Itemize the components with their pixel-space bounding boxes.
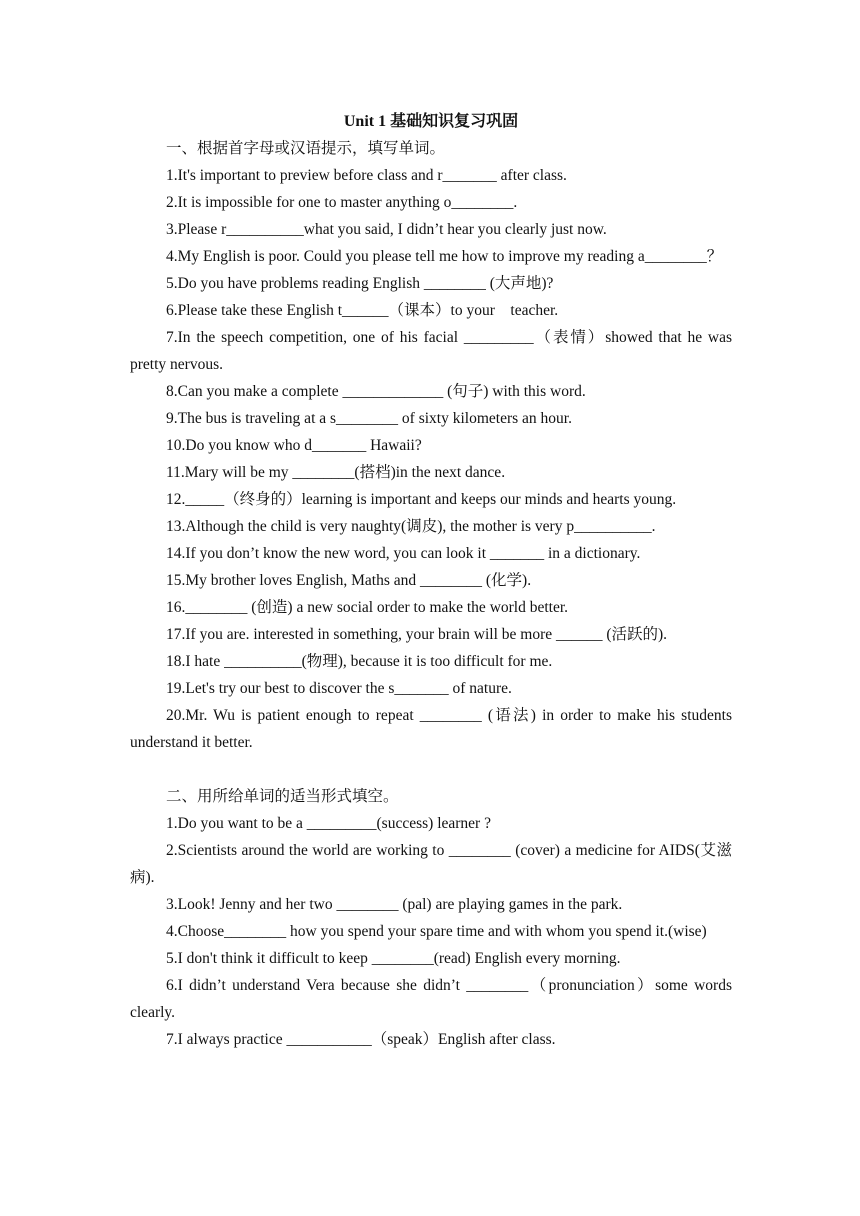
question-item: 6.Please take these English t______（课本）to your teacher. <box>166 302 559 319</box>
question-item: 16.________ (创造) a new social order to make the world better. <box>166 599 569 616</box>
question-item: 11.Mary will be my ________(搭档)in the next dance. <box>166 464 506 481</box>
question-item: 13.Although the child is very naughty(调皮), the mother is very p__________. <box>166 518 656 535</box>
section-spacer <box>130 756 732 783</box>
question-item: 9.The bus is traveling at a s________ of sixty kilometers an hour. <box>166 410 572 427</box>
question-item: 3.Look! Jenny and her two ________ (pal) are playing games in the park. <box>166 896 623 913</box>
question-item: 17.If you are. interested in something, your brain will be more ______ (活跃的). <box>166 626 668 643</box>
question-item: 1.Do you want to be a _________(success) learner ? <box>166 815 491 832</box>
question-item: 6.I didn’t understand Vera because she didn’t ________（pronunciation）some words clearly. <box>130 977 732 1021</box>
question-item: 1.It's important to preview before class and r_______ after class. <box>166 167 567 184</box>
question-item: 19.Let's try our best to discover the s_______ of nature. <box>166 680 512 697</box>
section-1-heading: 一、根据首字母或汉语提示，填写单词。 <box>166 140 446 157</box>
question-item: 7.In the speech competition, one of his facial _________（表情）showed that he was pretty nervous. <box>130 329 732 373</box>
question-item: 14.If you don’t know the new word, you can look it _______ in a dictionary. <box>166 545 641 562</box>
question-item: 2.Scientists around the world are working to ________ (cover) a medicine for AIDS(艾滋病). <box>130 842 732 886</box>
question-item: 12._____（终身的）learning is important and keeps our minds and hearts young. <box>166 491 677 508</box>
question-item: 7.I always practice ___________（speak）English after class. <box>166 1031 556 1048</box>
question-item: 5.Do you have problems reading English ________ (大声地)? <box>166 275 554 292</box>
question-item: 4.My English is poor. Could you please tell me how to improve my reading a________？ <box>166 248 723 265</box>
question-item: 10.Do you know who d_______ Hawaii? <box>166 437 422 454</box>
section-2-heading: 二、用所给单词的适当形式填空。 <box>166 788 399 805</box>
question-item: 18.I hate __________(物理), because it is too difficult for me. <box>166 653 553 670</box>
question-item: 8.Can you make a complete _____________ (句子) with this word. <box>166 383 586 400</box>
question-item: 20.Mr. Wu is patient enough to repeat ________ (语法) in order to make his students understand it better. <box>130 707 732 751</box>
document-page <box>130 108 732 1053</box>
section-2-list <box>130 810 732 1053</box>
question-item: 2.It is impossible for one to master anything o________. <box>166 194 518 211</box>
question-item: 5.I don't think it difficult to keep ________(read) English every morning. <box>166 950 621 967</box>
question-item: 3.Please r__________what you said, I didn’t hear you clearly just now. <box>166 221 607 238</box>
page-title: Unit 1 基础知识复习巩固 <box>343 113 519 130</box>
section-1-list <box>130 162 732 756</box>
question-item: 15.My brother loves English, Maths and ________ (化学). <box>166 572 532 589</box>
question-item: 4.Choose________ how you spend your spare time and with whom you spend it.(wise) <box>166 923 707 940</box>
